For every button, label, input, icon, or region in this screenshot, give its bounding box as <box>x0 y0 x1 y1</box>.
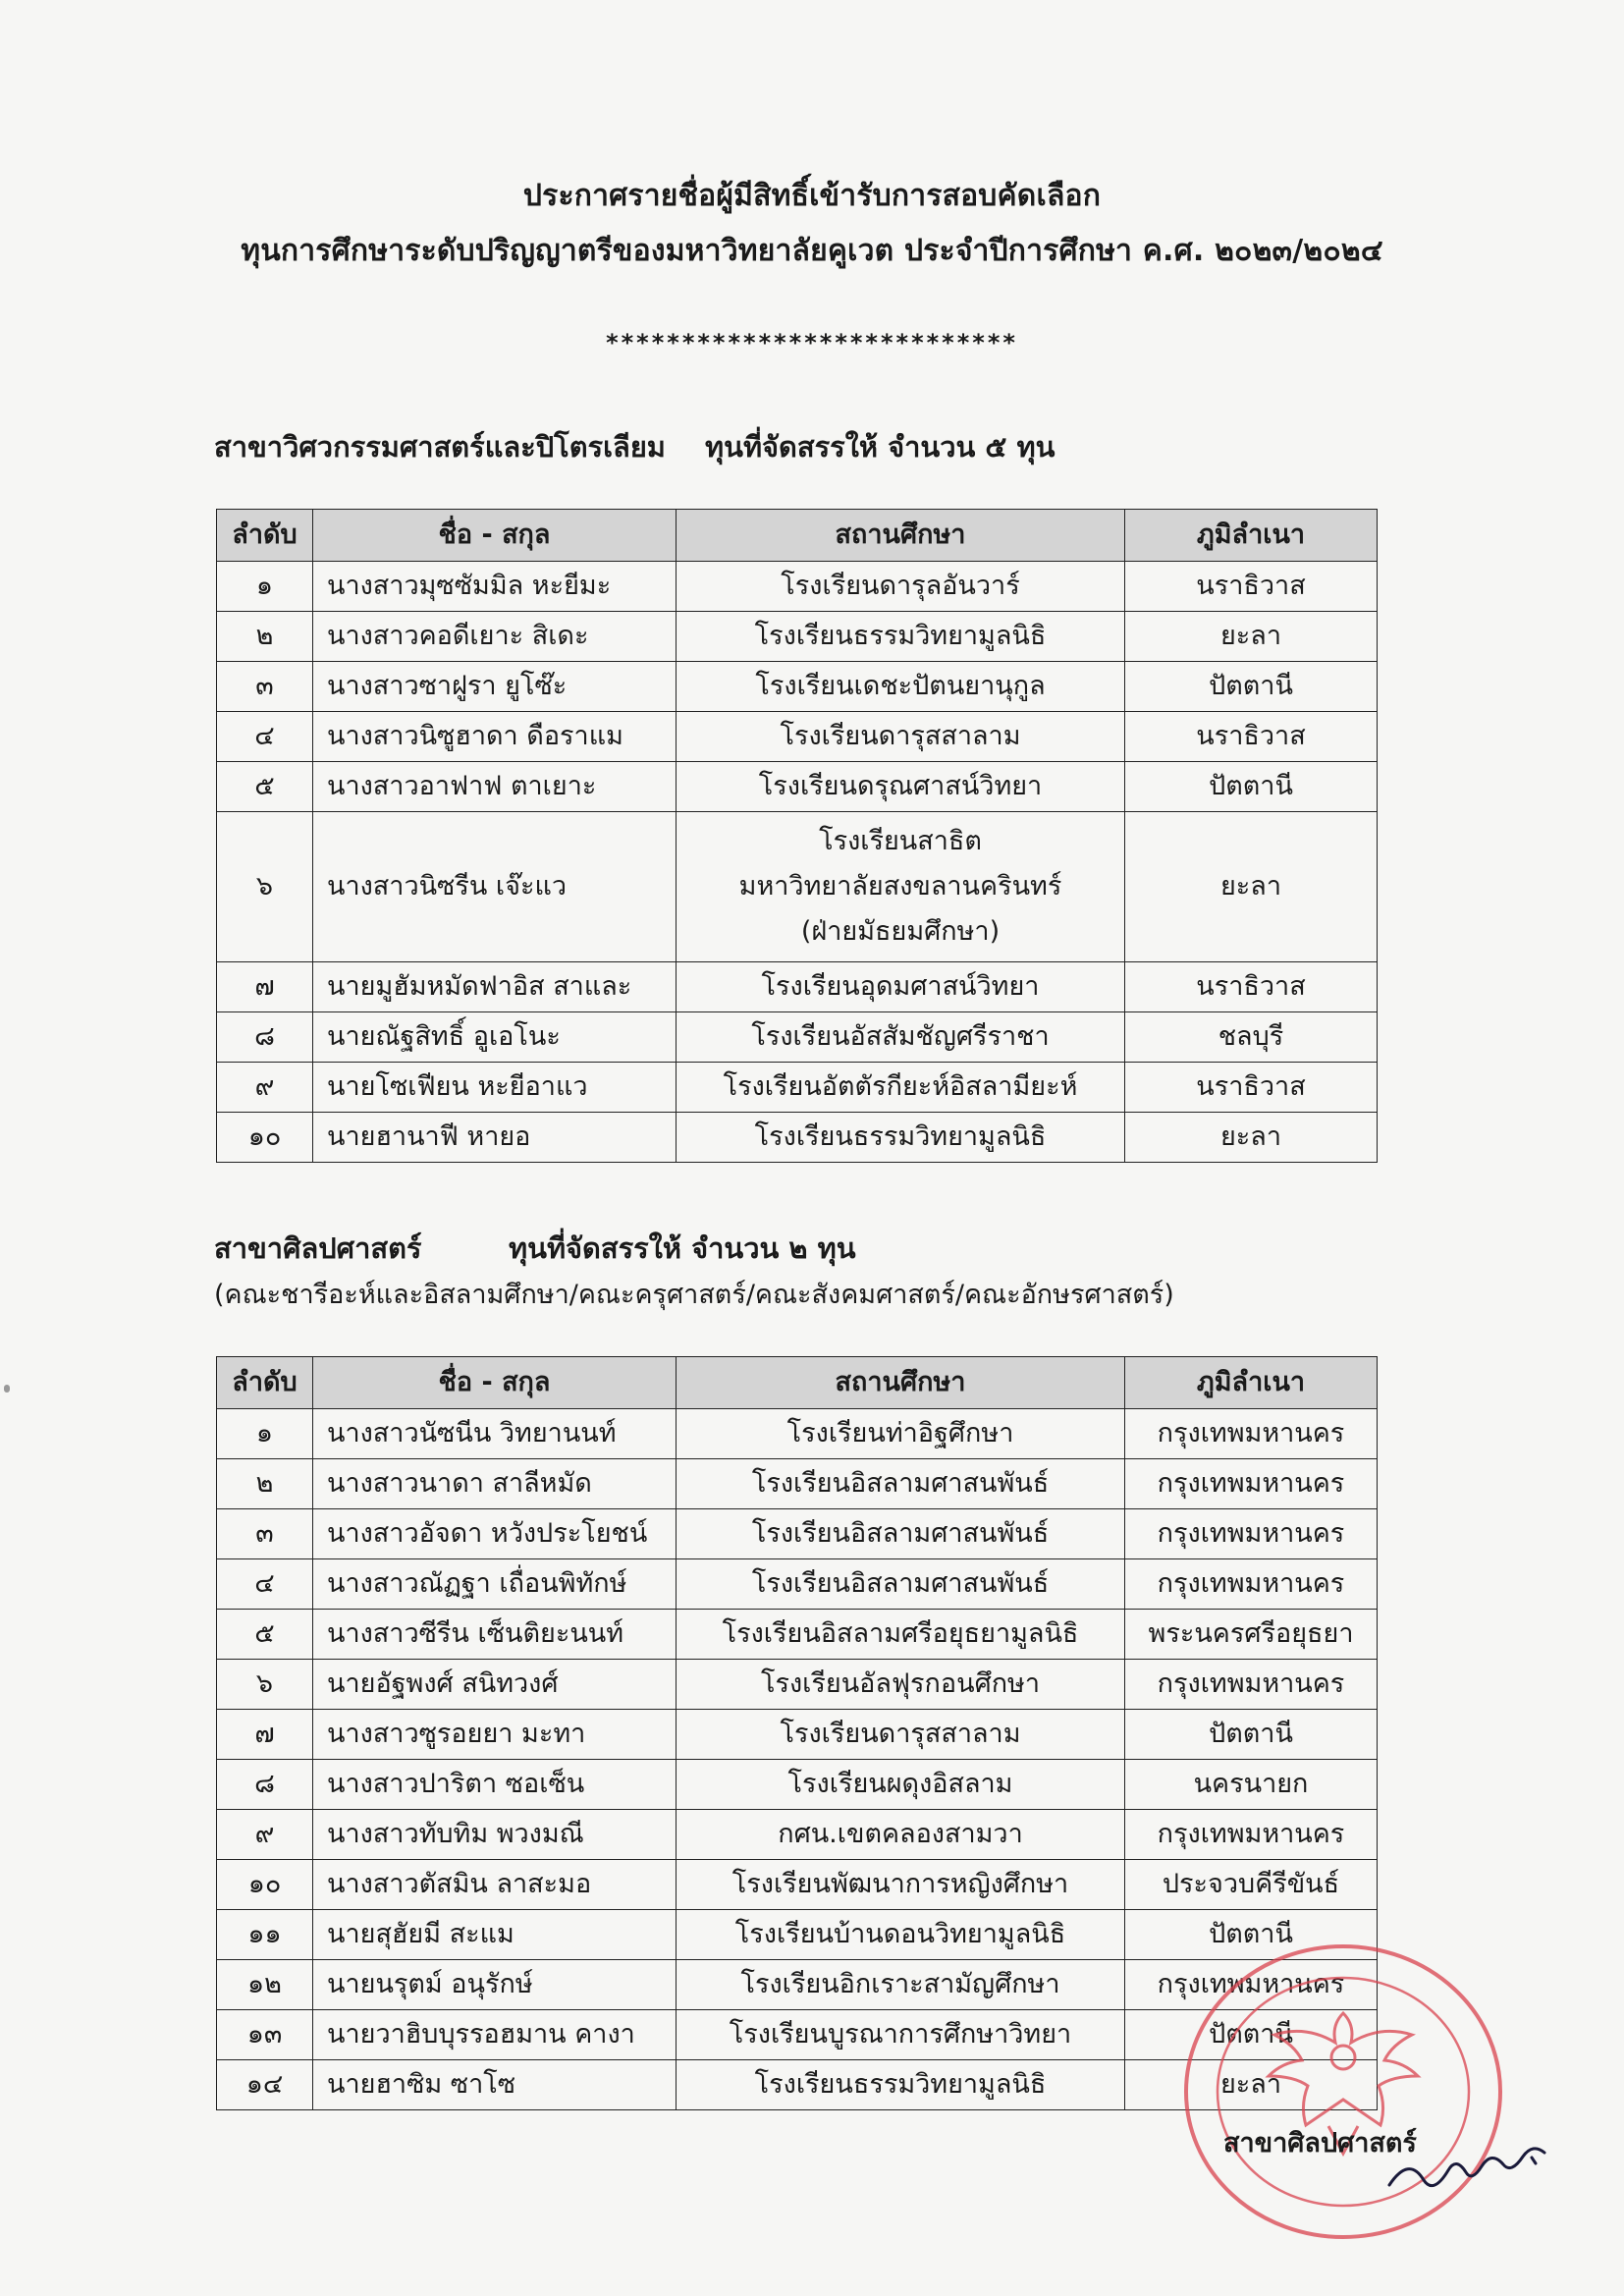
cell-home: ชลบุรี <box>1125 1012 1378 1063</box>
cell-school: โรงเรียนอิสลามศรีอยุธยามูลนิธิ <box>677 1610 1125 1660</box>
cell-name: นายมูฮัมหมัดฟาอิส สาและ <box>313 962 677 1012</box>
cell-name: นางสาวนาดา สาลีหมัด <box>313 1459 677 1509</box>
cell-home: ยะลา <box>1125 612 1378 662</box>
cell-school: โรงเรียนอัสสัมชัญศรีราชา <box>677 1012 1125 1063</box>
cell-school: โรงเรียนเดชะปัตนยานุกูล <box>677 662 1125 712</box>
cell-home: ปัตตานี <box>1125 2010 1378 2060</box>
cell-no: ๑๒ <box>217 1960 313 2010</box>
cell-no: ๑๐ <box>217 1113 313 1163</box>
announcement-subtitle: ทุนการศึกษาระดับปริญญาตรีของมหาวิทยาลัยคูเวต ประจำปีการศึกษา ค.ศ. ๒๐๒๓/๒๐๒๔ <box>241 234 1383 268</box>
cell-school: โรงเรียนบูรณาการศึกษาวิทยา <box>677 2010 1125 2060</box>
table-row <box>217 762 1378 812</box>
cell-home: ประจวบคีรีขันธ์ <box>1125 1860 1378 1910</box>
cell-school: โรงเรียนธรรมวิทยามูลนิธิ <box>677 612 1125 662</box>
cell-no: ๑๑ <box>217 1910 313 1960</box>
table-row <box>217 1113 1378 1163</box>
table-header-row <box>217 1357 1378 1409</box>
section-title: สาขาวิศวกรรมศาสตร์และปิโตรเลียม <box>214 430 666 464</box>
section-engineering-heading <box>214 424 1056 469</box>
cell-school: โรงเรียนท่าอิฐศึกษา <box>677 1409 1125 1459</box>
cell-no: ๖ <box>217 1660 313 1710</box>
column-header-no: ลำดับ <box>217 1357 313 1409</box>
cell-school: โรงเรียนอิกเราะสามัญศึกษา <box>677 1960 1125 2010</box>
cell-name: นางสาวอัจดา หวังประโยชน์ <box>313 1509 677 1559</box>
cell-school: โรงเรียนผดุงอิสลาม <box>677 1760 1125 1810</box>
cell-name: นายโซเฟียน หะยีอาแว <box>313 1063 677 1113</box>
table-row <box>217 1710 1378 1760</box>
cell-school: โรงเรียนอิสลามศาสนพันธ์ <box>677 1459 1125 1509</box>
cell-name: นางสาวซีรีน เซ็นติยะนนท์ <box>313 1610 677 1660</box>
cell-name: นางสาวซาฝูรา ยูโซ๊ะ <box>313 662 677 712</box>
cell-no: ๒ <box>217 1459 313 1509</box>
cell-no: ๔ <box>217 1559 313 1610</box>
cell-no: ๑๐ <box>217 1860 313 1910</box>
cell-no: ๑๔ <box>217 2060 313 2110</box>
cell-name: นางสาวปาริตา ซอเซ็น <box>313 1760 677 1810</box>
table-row <box>217 1409 1378 1459</box>
cell-home: กรุงเทพมหานคร <box>1125 1509 1378 1559</box>
cell-no: ๘ <box>217 1760 313 1810</box>
cell-home: กรุงเทพมหานคร <box>1125 1409 1378 1459</box>
cell-home: ยะลา <box>1125 1113 1378 1163</box>
cell-home: นครนายก <box>1125 1760 1378 1810</box>
seal-caption: สาขาศิลปศาสตร์ <box>1223 2128 1417 2159</box>
announcement-title: ประกาศรายชื่อผู้มีสิทธิ์เข้ารับการสอบคัดเลือก <box>522 179 1102 213</box>
table-row <box>217 812 1378 962</box>
table-row <box>217 612 1378 662</box>
cell-school: โรงเรียนดรุณศาสน์วิทยา <box>677 762 1125 812</box>
cell-no: ๗ <box>217 1710 313 1760</box>
cell-school <box>677 812 1125 962</box>
cell-no: ๔ <box>217 712 313 762</box>
cell-school: กศน.เขตคลองสามวา <box>677 1810 1125 1860</box>
cell-no: ๑ <box>217 1409 313 1459</box>
cell-name: นางสาวนิซรีน เจ๊ะแว <box>313 812 677 962</box>
school-line: (ฝ่ายมัธยมศึกษา) <box>800 915 1001 947</box>
section-title: สาขาศิลปศาสตร์ <box>214 1231 422 1265</box>
cell-name: นางสาวทับทิม พวงมณี <box>313 1810 677 1860</box>
cell-school: โรงเรียนดารุสสาลาม <box>677 1710 1125 1760</box>
cell-name: นายฮาซิม ซาโซ <box>313 2060 677 2110</box>
table-row <box>217 712 1378 762</box>
cell-home: ยะลา <box>1125 2060 1378 2110</box>
signature <box>1384 2146 1571 2205</box>
cell-no: ๓ <box>217 1509 313 1559</box>
cell-name: นายฮานาฟี หายอ <box>313 1113 677 1163</box>
cell-no: ๕ <box>217 762 313 812</box>
section-quota: ทุนที่จัดสรรให้ จำนวน ๒ ทุน <box>509 1231 856 1265</box>
cell-school: โรงเรียนอิสลามศาสนพันธ์ <box>677 1559 1125 1610</box>
cell-home: กรุงเทพมหานคร <box>1125 1559 1378 1610</box>
cell-name: นายวาฮิบบุรรอฮมาน คางา <box>313 2010 677 2060</box>
cell-home: ปัตตานี <box>1125 662 1378 712</box>
faculties-note: (คณะชารีอะห์และอิสลามศึกษา/คณะครุศาสตร์/คณะสังคมศาสตร์/คณะอักษรศาสตร์) <box>214 1280 1174 1310</box>
cell-no: ๙ <box>217 1063 313 1113</box>
cell-name: นายณัฐสิทธิ์ อูเอโนะ <box>313 1012 677 1063</box>
cell-home: กรุงเทพมหานคร <box>1125 1810 1378 1860</box>
column-header-home: ภูมิลำเนา <box>1125 1357 1378 1409</box>
table-row <box>217 662 1378 712</box>
cell-home: นราธิวาส <box>1125 562 1378 612</box>
cell-no: ๑ <box>217 562 313 612</box>
cell-school: โรงเรียนดารุลอันวาร์ <box>677 562 1125 612</box>
cell-home: กรุงเทพมหานคร <box>1125 1459 1378 1509</box>
cell-school: โรงเรียนอุดมศาสน์วิทยา <box>677 962 1125 1012</box>
table-row <box>217 1860 1378 1910</box>
cell-home: พระนครศรีอยุธยา <box>1125 1610 1378 1660</box>
cell-name: นางสาวตัสมิน ลาสะมอ <box>313 1860 677 1910</box>
cell-no: ๘ <box>217 1012 313 1063</box>
cell-name: นายอัฐพงศ์ สนิทวงศ์ <box>313 1660 677 1710</box>
separator: *************************** <box>606 329 1018 356</box>
cell-home: นราธิวาส <box>1125 962 1378 1012</box>
table-row <box>217 562 1378 612</box>
table-row <box>217 1810 1378 1860</box>
column-header-name: ชื่อ - สกุล <box>313 510 677 562</box>
table-row <box>217 1660 1378 1710</box>
cell-name: นางสาวมุซซัมมิล หะยีมะ <box>313 562 677 612</box>
cell-home: กรุงเทพมหานคร <box>1125 1960 1378 2010</box>
table-row <box>217 1559 1378 1610</box>
cell-name: นางสาวอาฟาฟ ตาเยาะ <box>313 762 677 812</box>
table-row <box>217 962 1378 1012</box>
cell-name: นางสาวซูรอยยา มะทา <box>313 1710 677 1760</box>
cell-name: นายนรุตม์ อนุรักษ์ <box>313 1960 677 2010</box>
cell-school: โรงเรียนบ้านดอนวิทยามูลนิธิ <box>677 1910 1125 1960</box>
cell-no: ๑๓ <box>217 2010 313 2060</box>
section-quota: ทุนที่จัดสรรให้ จำนวน ๕ ทุน <box>705 430 1056 464</box>
scan-speck <box>4 1385 10 1393</box>
engineering-candidates-table <box>216 509 1378 1163</box>
cell-school: โรงเรียนธรรมวิทยามูลนิธิ <box>677 2060 1125 2110</box>
cell-no: ๒ <box>217 612 313 662</box>
cell-home: นราธิวาส <box>1125 712 1378 762</box>
cell-no: ๕ <box>217 1610 313 1660</box>
cell-name: นางสาวณัฏฐา เถื่อนพิทักษ์ <box>313 1559 677 1610</box>
school-line: มหาวิทยาลัยสงขลานครินทร์ <box>738 871 1062 902</box>
table-row <box>217 1760 1378 1810</box>
cell-school: โรงเรียนธรรมวิทยามูลนิธิ <box>677 1113 1125 1163</box>
cell-home: กรุงเทพมหานคร <box>1125 1660 1378 1710</box>
table-row <box>217 1012 1378 1063</box>
column-header-school: สถานศึกษา <box>677 510 1125 562</box>
cell-no: ๙ <box>217 1810 313 1860</box>
column-header-home: ภูมิลำเนา <box>1125 510 1378 562</box>
cell-name: นายสุฮัยมี สะแม <box>313 1910 677 1960</box>
table-row <box>217 1509 1378 1559</box>
cell-school: โรงเรียนอิสลามศาสนพันธ์ <box>677 1509 1125 1559</box>
cell-home: ปัตตานี <box>1125 762 1378 812</box>
cell-school: โรงเรียนดารุสสาลาม <box>677 712 1125 762</box>
table-row <box>217 1063 1378 1113</box>
cell-no: ๖ <box>217 812 313 962</box>
column-header-name: ชื่อ - สกุล <box>313 1357 677 1409</box>
column-header-no: ลำดับ <box>217 510 313 562</box>
school-line: โรงเรียนสาธิต <box>819 826 982 857</box>
table-header-row <box>217 510 1378 562</box>
cell-home: ปัตตานี <box>1125 1910 1378 1960</box>
cell-school: โรงเรียนพัฒนาการหญิงศึกษา <box>677 1860 1125 1910</box>
cell-school: โรงเรียนอัลฟุรกอนศึกษา <box>677 1660 1125 1710</box>
table-row <box>217 1459 1378 1509</box>
cell-name: นางสาวนัซนีน วิทยานนท์ <box>313 1409 677 1459</box>
cell-home: ยะลา <box>1125 812 1378 962</box>
cell-school: โรงเรียนอัตตัรกียะห์อิสลามียะห์ <box>677 1063 1125 1113</box>
cell-no: ๗ <box>217 962 313 1012</box>
table-row <box>217 1610 1378 1660</box>
section-liberal-arts-heading <box>214 1226 856 1271</box>
cell-name: นางสาวนิซูฮาดา ดือราแม <box>313 712 677 762</box>
cell-no: ๓ <box>217 662 313 712</box>
cell-home: นราธิวาส <box>1125 1063 1378 1113</box>
cell-name: นางสาวคอดีเยาะ สิเดะ <box>313 612 677 662</box>
column-header-school: สถานศึกษา <box>677 1357 1125 1409</box>
cell-home: ปัตตานี <box>1125 1710 1378 1760</box>
